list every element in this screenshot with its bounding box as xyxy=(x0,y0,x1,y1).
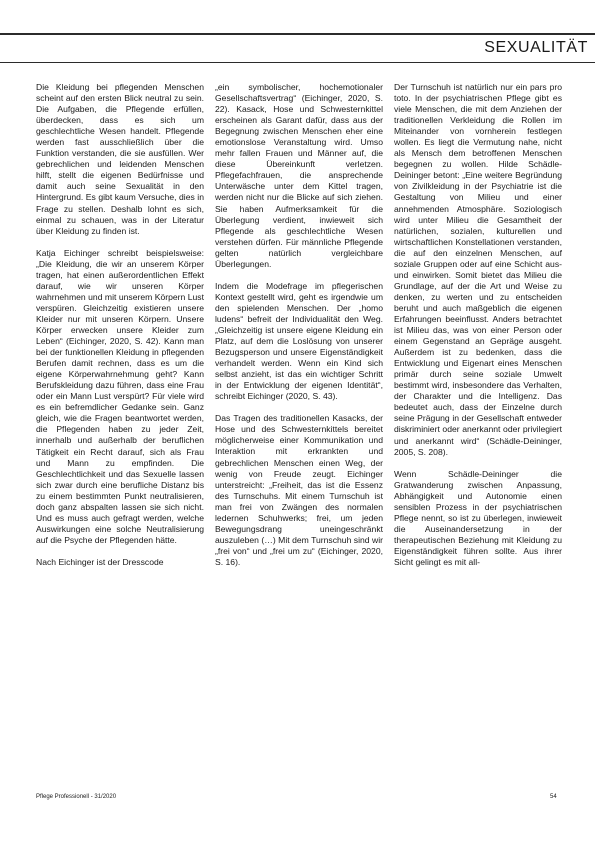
paragraph: „ein symbolischer, hochemotionaler Gesellschaftsvertrag“ (Eichinger, 2020, S. 22). Kasack, Hose und Schwesternkittel erscheinen als Garant dafür, dass aus der Begegnung zwischen Menschen eher eine emotionslose Veranstaltung wird. Umso mehr fallen Frauen und Männer auf, die diese Übereinkunft verletzen. Pflegefachfrauen, die ansprechende Unterwäsche unter dem Kittel tragen, werden nicht nur die Blicke auf sich ziehen. Sie haben Aufmerksamkeit für die Überlegung verdient, inwieweit sich Pflegende als geschlechtliche Wesen verstehen dürfen. Für männliche Pflegende gelten natürlich vergleichbare Überlegungen. xyxy=(215,82,383,269)
publication-footer: Pflege Professionell - 31/2020 xyxy=(36,794,117,800)
paragraph: Die Kleidung bei pflegenden Menschen scheint auf den ersten Blick neutral zu sein. Die Aufgaben, die Pflegende erfüllen, überdecken, dass es sich um geschlechtliche Wesen handelt. Pflegende werden fast ausschließlich über die Funktion verstanden, die sie ausfüllen. Wer gebrechlichen und leidenden Menschen hilft, stellt die eigenen Bedürfnisse und damit auch seine Sexualität in den Hintergrund. Es gibt kaum Versuche, dies in Frage zu stellen. Deshalb lohnt es sich, einmal zu schauen, was in der Literatur über Kleidung zu finden ist. xyxy=(36,82,204,236)
paragraph: Der Turnschuh ist natürlich nur ein pars pro toto. In der psychiatrischen Pflege gibt es viele Menschen, die mit dem Anziehen der traditionellen Verkleidung die Rollen im Miteinander von vornherein festlegen wollen. Es liegt die Vermutung nahe, nicht als Mensch dem betroffenen Menschen begegnen zu wollen. Hilde Schädle-Deininger betont: „Eine weitere Begründung von Zivilkleidung in der Psychiatrie ist die Gestaltung von Milieu und einer annehmenden Atmosphäre. Soziologisch wird unter Milieu die Gesamtheit der natürlichen, sozialen, kulturellen und wirtschaftlichen Konstellationen verstanden, die auf den einzelnen Menschen, auf soziale Gruppen oder auf eine Schicht aus- und einwirken. Somit bietet das Milieu die Grundlage, auf der die Art und Weise zu denken, zu werten und zu entscheiden beruht und auch maßgeblich die eigenen Erfahrungen beeinflusst. Anders betrachtet ist Milieu das, was von einer Person oder einem Gegenstand an Gepräge ausgeht. Außerdem ist zu bedenken, dass die Entwicklung und Eigenart eines Menschen primär durch seine soziale Umwelt bestimmt wird, insbesondere das Verhalten, der Charakter und die Intelligenz. Das bedeutet auch, dass der Einzelne durch seine Prägung in der Gesellschaft entweder diskriminiert oder anerkannt oder privilegiert und anerkannt wird“ (Schädle-Deininger, 2005, S. 208). xyxy=(394,82,562,457)
section-title: SEXUALITÄT xyxy=(484,39,588,56)
paragraph: Indem die Modefrage im pflegerischen Kontext gestellt wird, geht es irgendwie um den spielenden Menschen. Der „homo ludens“ befreit der Individualität den Weg. „Gleichzeitig ist unsere eigene Kleidung ein Platz, auf dem die Loslösung von unserer Bezugsperson und unsere Eigenständigkeit verhandelt werden. Wenn ein Kind sich selbst anzieht, ist das ein wichtiger Schritt in der Entwicklung der eigenen Identität“, schreibt Eichinger (2020, S. 43). xyxy=(215,280,383,402)
header-rule xyxy=(0,33,595,35)
text-column-1 xyxy=(36,82,204,579)
text-column-2 xyxy=(215,82,383,579)
paragraph: Katja Eichinger schreibt beispielsweise: „Die Kleidung, die wir an unserem Körper tragen, hat einen außerordentlichen Effekt darauf, wie wir unseren Körper wahrnehmen und mit unserem Körpern Lust verspüren. Gleichzeitig existieren unsere Kleider nur mit unseren Körpern. Unsere Körper erwecken unsere Kleider zum Leben“ (Eichinger, 2020, S. 42). Kann man bei der funktionellen Kleidung in pflegenden Berufen damit rechnen, dass es um die eigene Körperwahrnehmung geht? Kann Berufskleidung dazu führen, dass eine Frau oder ein Mann Lust verspürt? Für viele wird es ein befremdlicher Gedanke sein. Ganz gleich, wie die Fragen beantwortet werden, die Pflegenden haben zu jeder Zeit, innerhalb und außerhalb der beruflichen Tätigkeit ein Recht darauf, sich als Frau und Mann zu empfinden. Die Geschlechtlichkeit und das Sexuelle lassen sich zwar durch eine berufliche Distanz bis zu einem bestimmten Punkt neutralisieren, doch ganz abspalten lassen sie sich nicht. Und es muss auch gefragt werden, welche Auswirkungen eine solche Neutralisierung auf die Psyche der Pflegenden hätte. xyxy=(36,247,204,545)
text-column-3 xyxy=(394,82,562,579)
paragraph: Das Tragen des traditionellen Kasacks, der Hose und des Schwesternkittels bereitet möglicherweise einer Kommunikation und Interaktion mit erkrankten und gebrechlichen Menschen einen Weg, der wenig von Freude zeugt. Eichinger unterstreicht: „Freiheit, das ist die Essenz des Turnschuhs. Mit einem Turnschuh ist man frei von Zwängen des normalen ledernen Schuhwerks; frei, um jeden Bewegungsdrang uneingeschränkt auszuleben (…) Mit dem Turnschuh sind wir „frei von“ und „frei um zu“ (Eichinger, 2020, S. 16). xyxy=(215,413,383,567)
page-number: 54 xyxy=(550,794,557,800)
paragraph: Nach Eichinger ist der Dresscode xyxy=(36,556,164,567)
paragraph: Wenn Schädle-Deininger die Gratwanderung zwischen Anpassung, Abhängigkeit und Autonomie einen sensiblen Prozess in der psychiatrischen Pflege nennt, so ist zu überlegen, inwieweit die Auseinandersetzung in der therapeutischen Beziehung mit Kleidung zu Eigenständigkeit führen sollte. Aus ihrer Sicht gelingt es mit all- xyxy=(394,468,562,567)
section-rule xyxy=(0,62,595,63)
